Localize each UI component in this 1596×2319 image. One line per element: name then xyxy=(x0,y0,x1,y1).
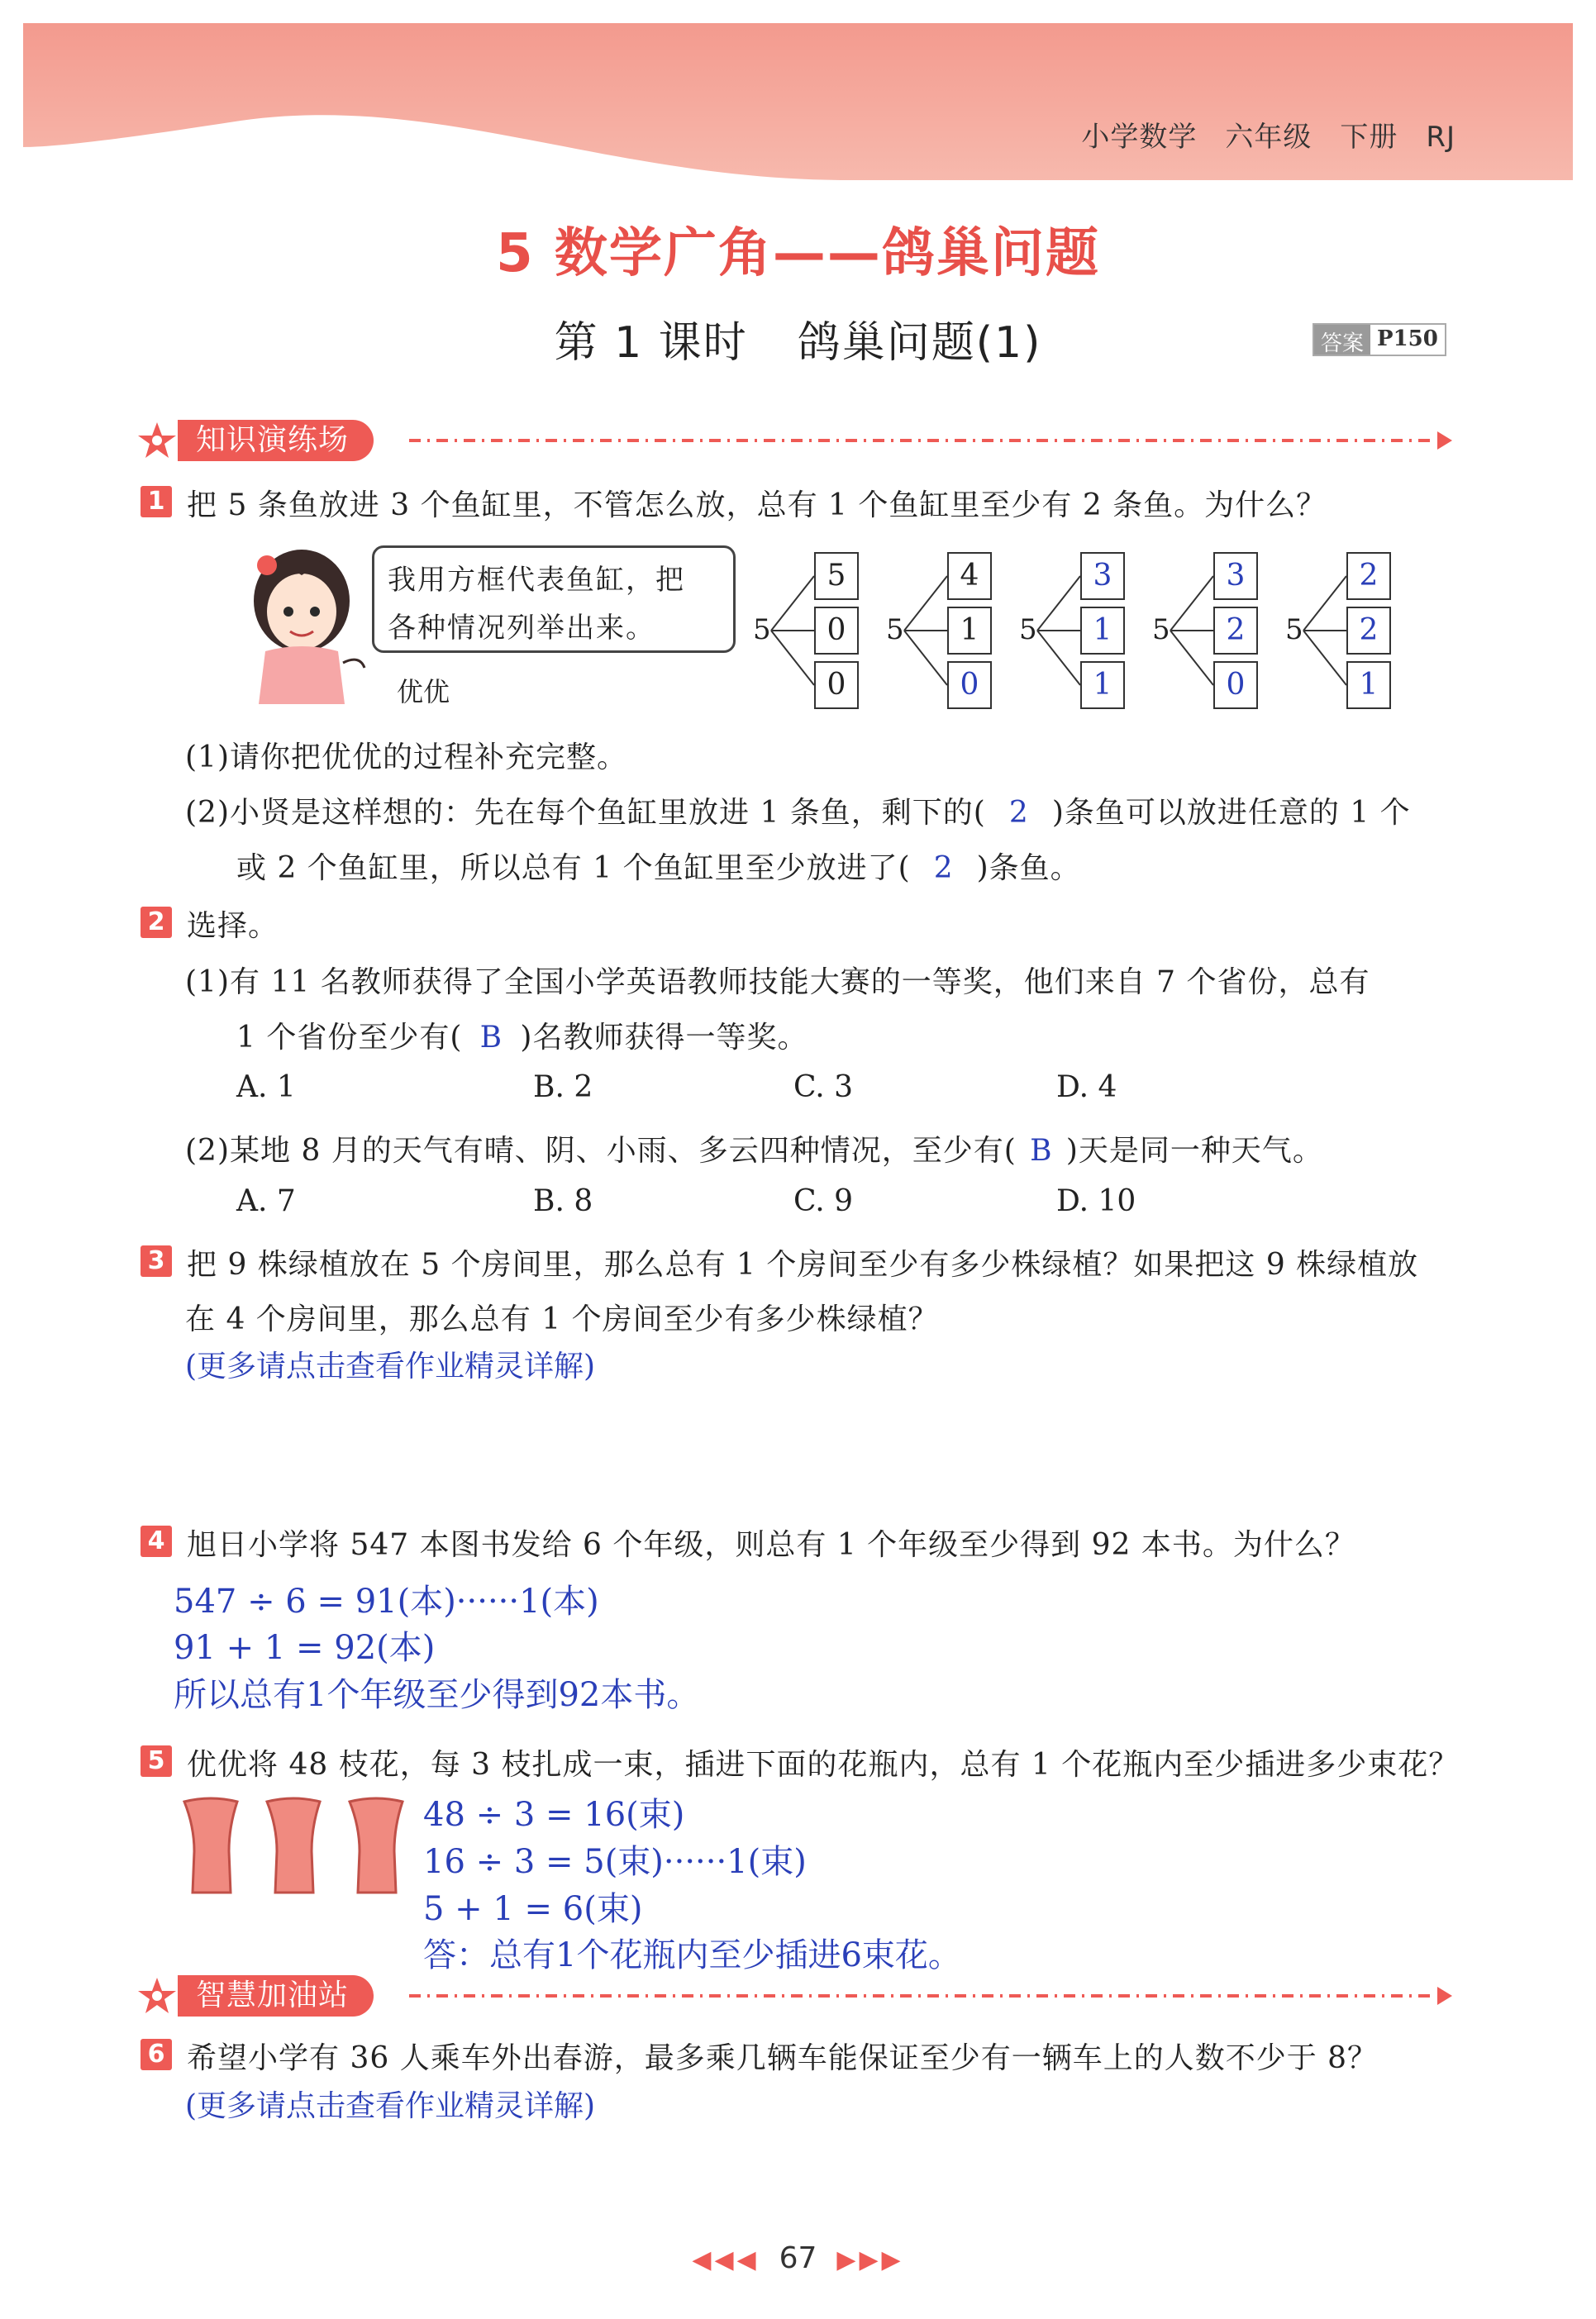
q2-text: 选择。 xyxy=(187,909,279,943)
q1-sub2-line2 xyxy=(236,845,1081,887)
q2-p1-line2a: 1 个省份至少有( xyxy=(236,1021,463,1055)
tank-branch-lines xyxy=(1169,560,1218,693)
answer-tag-page: P150 xyxy=(1377,326,1438,351)
section-boost-title: 智慧加油站 xyxy=(178,1975,374,2017)
q2-p2-option-d[interactable]: D. 10 xyxy=(1056,1184,1136,1218)
q2-p1-line1: (1)有 11 名教师获得了全国小学英语教师技能大赛的一等奖，他们来自 7 个省份，总有 xyxy=(185,965,1370,999)
next-arrows-icon: ▶▶▶ xyxy=(836,2245,904,2274)
q6-text: 希望小学有 36 人乘车外出春游，最多乘几辆车能保证至少有一辆车上的人数不少于 8？ xyxy=(187,2041,1379,2075)
q3-line2: 在 4 个房间里，那么总有 1 个房间至少有多少株绿植？ xyxy=(185,1302,939,1336)
q4-answer-line-2: 91 + 1 = 92(本) xyxy=(174,1629,436,1667)
q1-sub2-a: (2)小贤是这样想的：先在每个鱼缸里放进 1 条鱼，剩下的( xyxy=(185,796,986,830)
question-number-3: 3 xyxy=(141,1245,172,1277)
q1-answer-blank-2[interactable]: 2 xyxy=(933,851,954,885)
tank-box[interactable]: 1 xyxy=(1080,661,1125,709)
tank-total-4: 5 xyxy=(1152,613,1170,646)
tank-box[interactable]: 0 xyxy=(1213,661,1258,709)
tank-box[interactable]: 0 xyxy=(947,661,992,709)
tank-box[interactable]: 3 xyxy=(1080,552,1125,600)
question-number-6: 6 xyxy=(141,2039,172,2070)
tank-box[interactable]: 1 xyxy=(1080,607,1125,655)
q5-answer-line-1: 48 ÷ 3 = 16(束) xyxy=(423,1796,685,1834)
header-edition: RJ xyxy=(1426,121,1455,154)
header-info xyxy=(1053,114,1455,155)
tank-box: 4 xyxy=(947,552,992,600)
lesson-number: 第 1 课时 xyxy=(554,318,748,368)
q2-p2-b: )天是同一种天气。 xyxy=(1065,1134,1323,1168)
tank-branch-lines xyxy=(1036,560,1085,693)
vases-icon xyxy=(178,1793,409,1901)
q6-more-link[interactable]: (更多请点击查看作业精灵详解) xyxy=(185,2089,596,2123)
speech-line-2: 各种情况列举出来。 xyxy=(388,612,655,645)
girl-illustration-icon xyxy=(236,539,376,704)
prev-arrows-icon: ◀◀◀ xyxy=(692,2245,760,2274)
q4-answer-line-1: 547 ÷ 6 = 91(本)······1(本) xyxy=(174,1583,599,1621)
q2-p1-option-c[interactable]: C. 3 xyxy=(793,1070,854,1104)
tank-box: 1 xyxy=(947,607,992,655)
section-practice-title: 知识演练场 xyxy=(178,420,374,461)
speech-line-1: 我用方框代表鱼缸，把 xyxy=(388,564,685,597)
q5-answer-line-4: 答：总有1个花瓶内至少插进6束花。 xyxy=(423,1936,961,1974)
q2-p1-option-d[interactable]: D. 4 xyxy=(1056,1070,1117,1104)
header-band xyxy=(23,23,1573,180)
tank-total-1: 5 xyxy=(753,613,771,646)
tank-total-5: 5 xyxy=(1285,613,1303,646)
girl-speech-bubble xyxy=(372,545,736,653)
q2-p1-line2b: )名教师获得一等奖。 xyxy=(520,1021,808,1055)
tank-total-2: 5 xyxy=(886,613,904,646)
tank-branch-lines xyxy=(903,560,952,693)
section-practice xyxy=(136,415,1459,464)
page-footer xyxy=(0,2241,1596,2275)
q1-answer-blank-1[interactable]: 2 xyxy=(1008,796,1029,830)
q3-more-link[interactable]: (更多请点击查看作业精灵详解) xyxy=(185,1350,596,1383)
q2-p2-option-a[interactable]: A. 7 xyxy=(236,1184,296,1218)
answer-tag-label: 答案 xyxy=(1314,325,1370,355)
q1-sub2-c: 或 2 个鱼缸里，所以总有 1 个鱼缸里至少放进了( xyxy=(236,851,911,885)
girl-name: 优优 xyxy=(397,676,450,707)
q1-sub2-b: )条鱼可以放进任意的 1 个 xyxy=(1051,796,1411,830)
q1-sub1: (1)请你把优优的过程补充完整。 xyxy=(185,740,627,774)
q2-p1-option-b[interactable]: B. 2 xyxy=(533,1070,593,1104)
answer-page-tag[interactable] xyxy=(1313,323,1446,356)
section-boost xyxy=(136,1970,1459,2020)
header-grade: 六年级 xyxy=(1225,121,1313,154)
lesson-name: 鸽巢问题(1) xyxy=(797,318,1042,368)
q2-p2-option-b[interactable]: B. 8 xyxy=(533,1184,593,1218)
q4-answer-line-3: 所以总有1个年级至少得到92本书。 xyxy=(174,1676,700,1714)
q5-answer-line-2: 16 ÷ 3 = 5(束)······1(束) xyxy=(423,1843,807,1881)
header-subject: 小学数学 xyxy=(1081,121,1198,154)
tank-branch-lines xyxy=(769,560,819,693)
section-dash-arrow xyxy=(409,1983,1459,2008)
q3-line1: 把 9 株绿植放在 5 个房间里，那么总有 1 个房间至少有多少株绿植？如果把这 9 株绿植放 xyxy=(187,1248,1419,1282)
q2-p2-a: (2)某地 8 月的天气有晴、阴、小雨、多云四种情况，至少有( xyxy=(185,1134,1017,1168)
tank-box: 0 xyxy=(814,607,859,655)
section-dash-arrow xyxy=(409,428,1459,453)
tank-branch-lines xyxy=(1302,560,1351,693)
page-number: 67 xyxy=(779,2241,817,2275)
unit-title: 5 数学广角——鸽巢问题 xyxy=(496,223,1100,284)
header-term: 下册 xyxy=(1340,121,1398,154)
q5-text: 优优将 48 枝花，每 3 枝扎成一束，插进下面的花瓶内，总有 1 个花瓶内至少插进多少束花？ xyxy=(187,1748,1460,1782)
question-number-4: 4 xyxy=(141,1526,172,1557)
q2-p1-line2 xyxy=(236,1014,808,1056)
q2-p2-answer[interactable]: B xyxy=(1030,1134,1053,1168)
q2-p1-option-a[interactable]: A. 1 xyxy=(236,1070,296,1104)
question-number-5: 5 xyxy=(141,1745,172,1777)
q1-text: 把 5 条鱼放进 3 个鱼缸里，不管怎么放，总有 1 个鱼缸里至少有 2 条鱼。为什么？ xyxy=(187,488,1327,522)
q2-p2-line xyxy=(185,1127,1323,1169)
tank-box[interactable]: 1 xyxy=(1346,661,1391,709)
tank-box[interactable]: 2 xyxy=(1213,607,1258,655)
q4-text: 旭日小学将 547 本图书发给 6 个年级，则总有 1 个年级至少得到 92 本书。为什么？ xyxy=(187,1528,1355,1562)
q1-sub2-d: )条鱼。 xyxy=(976,851,1081,885)
question-number-1: 1 xyxy=(141,486,172,517)
q5-answer-line-3: 5 + 1 = 6(束) xyxy=(423,1890,643,1928)
q2-p1-answer[interactable]: B xyxy=(479,1021,503,1055)
tank-box[interactable]: 2 xyxy=(1346,607,1391,655)
tank-box: 5 xyxy=(814,552,859,600)
tank-total-3: 5 xyxy=(1019,613,1037,646)
tank-box: 0 xyxy=(814,661,859,709)
tank-box[interactable]: 2 xyxy=(1346,552,1391,600)
question-number-2: 2 xyxy=(141,907,172,938)
q1-sub2-line1 xyxy=(185,789,1411,831)
section-star-icon xyxy=(136,420,178,461)
tank-box[interactable]: 3 xyxy=(1213,552,1258,600)
q2-p2-option-c[interactable]: C. 9 xyxy=(793,1184,854,1218)
section-star-icon xyxy=(136,1975,178,2017)
